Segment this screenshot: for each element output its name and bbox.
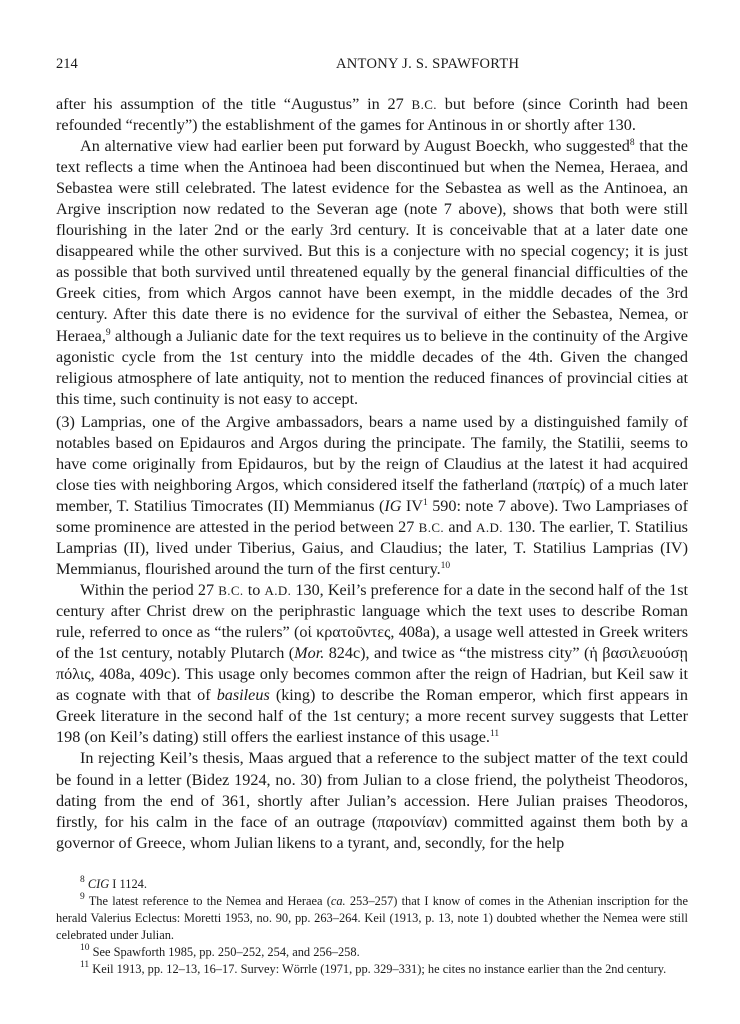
text-run: 824c), and twice as “the mistress city” (ἡ βασιλευούσῃ πόλις, 408a, 409c). This usage only becomes common after the reign of Hadrian, but Keil saw it as cognate with that of	[56, 644, 688, 705]
text-run: 130. The earlier, T. Statilius Lamprias (II), lived under Tiberius, Gaius, and Claudius; the later, T. Statilius Lamprias (IV) Memmianus, flourished around the turn of the first century.	[56, 517, 688, 579]
footnote-marker: 11	[80, 959, 90, 970]
italic-text: CIG	[87, 876, 110, 891]
text-run: The latest reference to the Nemea and Heraea (	[84, 893, 331, 908]
text-run: (king) to describe the Roman emperor, which first appears in Greek literature in the second half of the 1st century; a more recent survey suggests that Letter 198 (on Keil’s dating) still offers the earliest instance of this usage.	[56, 686, 688, 747]
text-run: (3) Lamprias, one of the Argive ambassadors, bears a name used by a distinguished family of notables based on Epidauros and Argos during the principate. The family, the Statilii, seems to have come originally from Epidauros, but by the reign of Claudius at the latest it had acquired close ties with neighboring Argos, which considered itself the fatherland (πατρίς) of a much later member, T. Statilius Timocrates (II) Memmianus (	[56, 412, 688, 515]
italic-text: ca.	[330, 893, 346, 908]
footnote-marker: 9	[80, 891, 85, 902]
era-abbreviation: B.C.	[418, 519, 445, 535]
text-run: Keil 1913, pp. 12–13, 16–17. Survey: Wörrle (1971, pp. 329–331); he cites no instance earlier than the 2nd century.	[89, 961, 667, 976]
running-header	[56, 56, 688, 78]
text-run: I 1124.	[109, 876, 147, 891]
body-paragraph	[56, 748, 688, 853]
text-run: but before (since Corinth had been refounded “recently”) the establishment of the games for Antinous in or shortly after 130.	[56, 95, 688, 135]
text-run: See Spawforth 1985, pp. 250–252, 254, and 256–258.	[89, 944, 360, 959]
page	[56, 56, 688, 978]
era-abbreviation: B.C.	[411, 97, 437, 112]
footnote	[56, 893, 688, 944]
footnote	[56, 876, 688, 893]
page-number: 214	[56, 56, 78, 72]
footnote-marker: 10	[440, 561, 451, 572]
body-text	[56, 94, 688, 854]
era-abbreviation: A.D.	[264, 583, 292, 599]
footnote	[56, 961, 688, 978]
italic-text: IG	[384, 496, 402, 515]
body-paragraph	[56, 412, 688, 580]
footnotes	[56, 876, 688, 978]
text-run: 253–257) that I know of comes in the Athenian inscription for the herald Valerius Eclectus: Moretti 1953, no. 90, pp. 263–264. Keil (1913, p. 13, note 1) doubted whether the Nemea were still celebrated under Julian.	[56, 893, 688, 942]
text-run: to	[243, 581, 265, 600]
text-run: 130, Keil’s preference for a date in the second half of the 1st century after Christ drew on the periphrastic language which the text uses to describe Roman rule, referred to once as “the rulers” (οἱ κρατοῦντες, 408a), a usage well attested in Greek writers of the 1st century, notably Plutarch (	[56, 581, 688, 663]
body-paragraph	[56, 136, 688, 410]
era-abbreviation: B.C.	[218, 583, 244, 599]
era-abbreviation: A.D.	[476, 519, 503, 535]
body-paragraph	[56, 580, 688, 748]
footnote-marker: 8	[629, 138, 635, 149]
text-run: Within the period 27	[80, 581, 219, 600]
text-run: and	[444, 517, 477, 536]
footnote-marker: 9	[105, 327, 111, 338]
italic-text: basileus	[216, 686, 270, 705]
text-run: An alternative view had earlier been put forward by August Boeckh, who suggested	[80, 137, 630, 156]
footnote-marker: 10	[80, 942, 90, 953]
text-run: although a Julianic date for the text requires us to believe in the continuity of the Argive agonistic cycle from the 1st century into the middle decades of the 4th. Given the changed religious atmosphere of late antiquity, not to mention the reduced finances of provincial cities at this time, such continuity is not easy to accept.	[56, 326, 688, 408]
text-run: 590: note 7 above). Two Lampriases of some prominence are attested in the period between 27	[56, 496, 688, 536]
body-paragraph	[56, 94, 688, 136]
footnote	[56, 944, 688, 961]
running-head-author: ANTONY J. S. SPAWFORTH	[336, 56, 520, 72]
text-run: that the text reflects a time when the Antinoea had been discontinued but when the Nemea, Heraea, and Sebastea were still celebrated. The latest evidence for the Sebastea as well as the Antinoea, an Argive inscription now redated to the Severan age (note 7 above), shows that both were still flourishing in the later 2nd or the early 3rd century. It is conceivable that at a later date one disappeared while the other survived. But this is a conjecture with no special cogency; it is just as possible that both survived until threatened equally by the general financial difficulties of the Greek cities, from which Argos cannot have been exempt, in the middle decades of the 3rd century. After this date there is no evidence for the survival of either the Sebastea, Nemea, or Heraea,	[56, 137, 688, 345]
footnote-marker: 8	[80, 874, 85, 885]
footnote-marker: 11	[489, 729, 500, 740]
text-run: after his assumption of the title “Augustus” in 27	[56, 95, 412, 113]
text-run: In rejecting Keil’s thesis, Maas argued that a reference to the subject matter of the text could be found in a letter (Bidez 1924, no. 30) from Julian to a close friend, the polytheist Theodoros, dating from the end of 361, shortly after Julian’s accession. Here Julian praises Theodoros, firstly, for his calm in the face of an outrage (παροινίαν) committed against them both by a governor of Greece, whom Julian likens to a tyrant, and, secondly, for the help	[56, 749, 688, 852]
text-run: IV	[401, 496, 424, 515]
footnote-marker: 1	[423, 497, 428, 508]
italic-text: Mor.	[294, 644, 325, 663]
